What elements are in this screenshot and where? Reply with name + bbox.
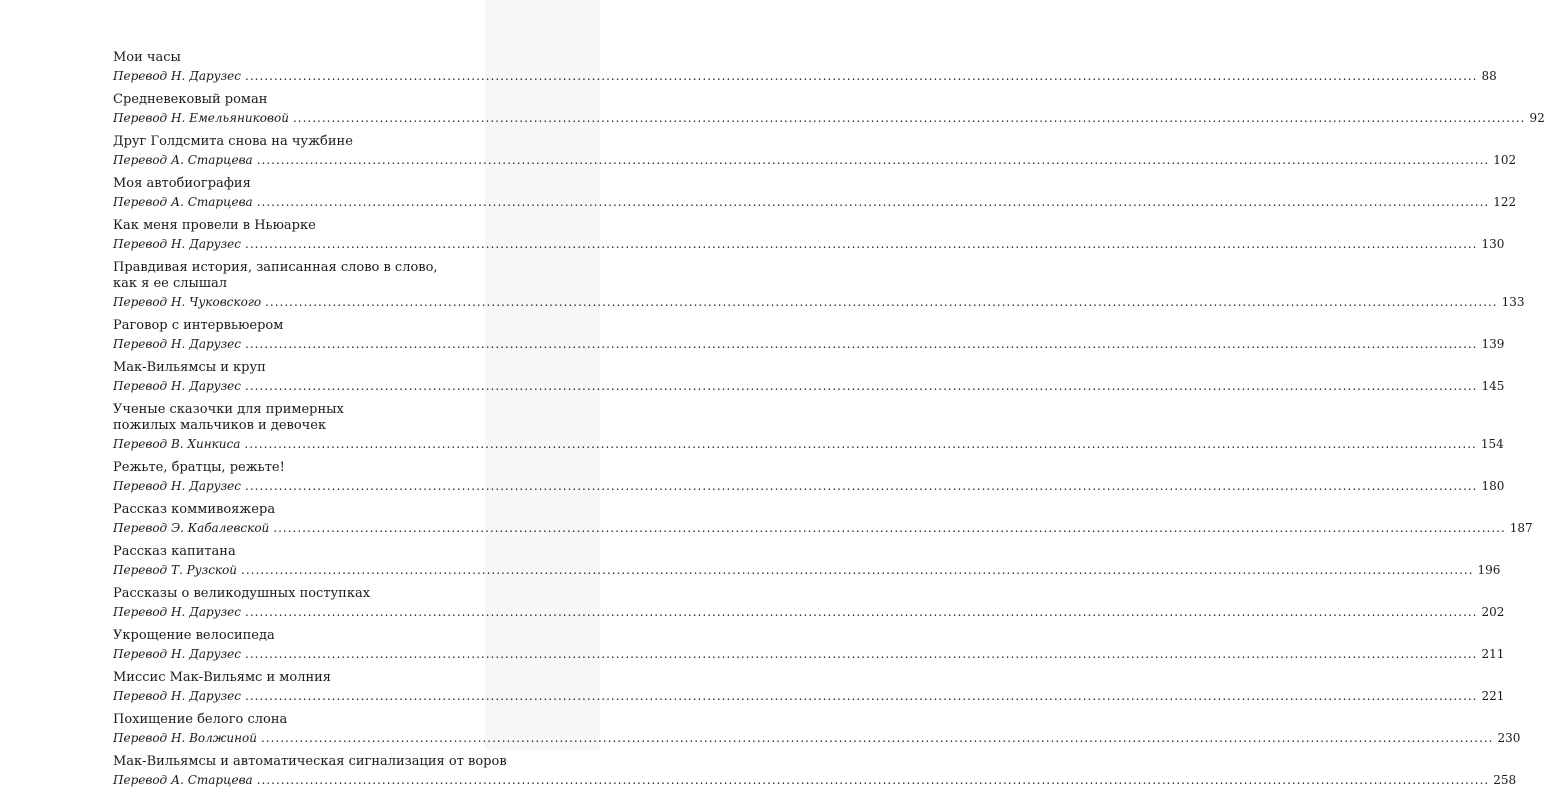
toc-entry-translator: Перевод Т. Рузской [113,563,238,577]
dot-leader [257,772,1490,788]
dot-leader [257,152,1490,168]
toc-entry-title: Друг Голдсмита снова на чужбине [113,134,353,149]
toc-entry-translator: Перевод Н. Дарузес [113,647,241,661]
toc-entry-page-number: 154 [1480,437,1504,451]
toc-entry [113,502,1533,536]
toc-entry-title: Мак-Вильямсы и круп [113,360,266,375]
toc-entry-title: Правдивая история, записанная слово в слово, [113,260,438,275]
toc-entry-credit-line [113,336,1505,352]
toc-entry [113,754,1517,788]
dot-leader [273,520,1506,536]
dot-leader [257,194,1490,210]
toc-entry-credit-line [113,520,1533,536]
toc-entry [113,318,1505,352]
toc-entry-translator: Перевод В. Хинкиса [113,437,241,451]
toc-entry-page-number: 187 [1509,521,1533,535]
toc-entry-page-number: 202 [1481,605,1505,619]
table-of-contents [113,50,1545,796]
dot-leader [241,562,1474,578]
toc-entry-translator: Перевод Н. Дарузес [113,379,241,393]
toc-entry-translator: Перевод А. Старцева [113,153,253,167]
toc-entry-translator: Перевод Н. Дарузес [113,479,241,493]
toc-entry [113,460,1505,494]
toc-entry-title: как я ее слышал [113,276,227,291]
toc-entry-credit-line [113,68,1497,84]
toc-entry-translator: Перевод А. Старцева [113,195,253,209]
toc-entry-credit-line [113,604,1505,620]
toc-entry-page-number: 102 [1493,153,1517,167]
toc-entry [113,544,1501,578]
dot-leader [245,478,1478,494]
toc-entry-page-number: 230 [1497,731,1521,745]
toc-entry [113,218,1505,252]
toc-entry [113,92,1545,126]
toc-entry-page-number: 139 [1481,337,1505,351]
toc-entry-title: Моя автобиография [113,176,251,191]
toc-entry-page-number: 221 [1481,689,1505,703]
dot-leader [245,646,1478,662]
toc-entry-credit-line [113,562,1501,578]
toc-entry-title: Рассказы о великодушных поступках [113,586,371,601]
toc-entry-page-number: 196 [1477,563,1501,577]
toc-entry-credit-line [113,646,1505,662]
toc-entry-title: Рассказ капитана [113,544,236,559]
toc-entry-translator: Перевод Э. Кабалевской [113,521,270,535]
toc-entry-credit-line [113,294,1525,310]
toc-entry-translator: Перевод Н. Дарузес [113,689,241,703]
toc-entry [113,712,1521,746]
toc-entry-page-number: 180 [1481,479,1505,493]
toc-entry-translator: Перевод А. Старцева [113,773,253,787]
toc-entry-title: Как меня провели в Ньюарке [113,218,316,233]
toc-entry-credit-line [113,688,1505,704]
toc-entry-credit-line [113,378,1505,394]
toc-entry-title: пожилых мальчиков и девочек [113,418,327,433]
toc-entry-translator: Перевод Н. Дарузес [113,69,241,83]
toc-entry-credit-line [113,236,1505,252]
toc-entry [113,670,1505,704]
dot-leader [245,68,1478,84]
dot-leader [245,236,1478,252]
toc-entry-title: Миссис Мак-Вильямс и молния [113,670,331,685]
toc-entry-credit-line [113,152,1517,168]
dot-leader [245,336,1478,352]
toc-entry-title: Рассказ коммивояжера [113,502,276,517]
toc-entry [113,134,1517,168]
toc-entry-title: Мак-Вильямсы и автоматическая сигнализация от воров [113,754,507,769]
toc-entry-page-number: 145 [1481,379,1505,393]
dot-leader [265,294,1498,310]
toc-entry-page-number: 211 [1481,647,1505,661]
toc-entry-title: Ученые сказочки для примерных [113,402,344,417]
toc-entry-page-number: 88 [1481,69,1497,83]
toc-entry-page-number: 130 [1481,237,1505,251]
toc-entry-title: Укрощение велосипеда [113,628,275,643]
dot-leader [261,730,1494,746]
toc-entry-page-number: 258 [1493,773,1517,787]
toc-entry-translator: Перевод Н. Дарузес [113,237,241,251]
toc-entry-translator: Перевод Н. Емельяниковой [113,111,289,125]
toc-entry-title: Мои часы [113,50,181,65]
toc-entry [113,50,1497,84]
toc-entry-credit-line [113,436,1504,452]
toc-entry [113,628,1505,662]
toc-entry-page-number: 92 [1529,111,1545,125]
toc-entry-translator: Перевод Н. Волжиной [113,731,257,745]
toc-entry-credit-line [113,772,1517,788]
toc-entry-title: Похищение белого слона [113,712,288,727]
toc-entry [113,260,1525,310]
toc-entry [113,360,1505,394]
toc-entry-credit-line [113,478,1505,494]
toc-entry-translator: Перевод Н. Дарузес [113,337,241,351]
toc-entry-credit-line [113,194,1517,210]
toc-entry-page-number: 133 [1501,295,1525,309]
dot-leader [293,110,1526,126]
dot-leader [245,604,1478,620]
toc-entry-translator: Перевод Н. Дарузес [113,605,241,619]
dot-leader [244,436,1477,452]
toc-entry [113,586,1505,620]
toc-entry-credit-line [113,730,1521,746]
toc-entry-title: Средневековый роман [113,92,268,107]
toc-entry-credit-line [113,110,1545,126]
toc-entry [113,402,1504,452]
dot-leader [245,378,1478,394]
dot-leader [245,688,1478,704]
toc-entry [113,176,1517,210]
toc-entry-title: Раговор с интервьюером [113,318,284,333]
toc-entry-title: Режьте, братцы, режьте! [113,460,285,475]
toc-entry-page-number: 122 [1493,195,1517,209]
toc-entry-translator: Перевод Н. Чуковского [113,295,262,309]
